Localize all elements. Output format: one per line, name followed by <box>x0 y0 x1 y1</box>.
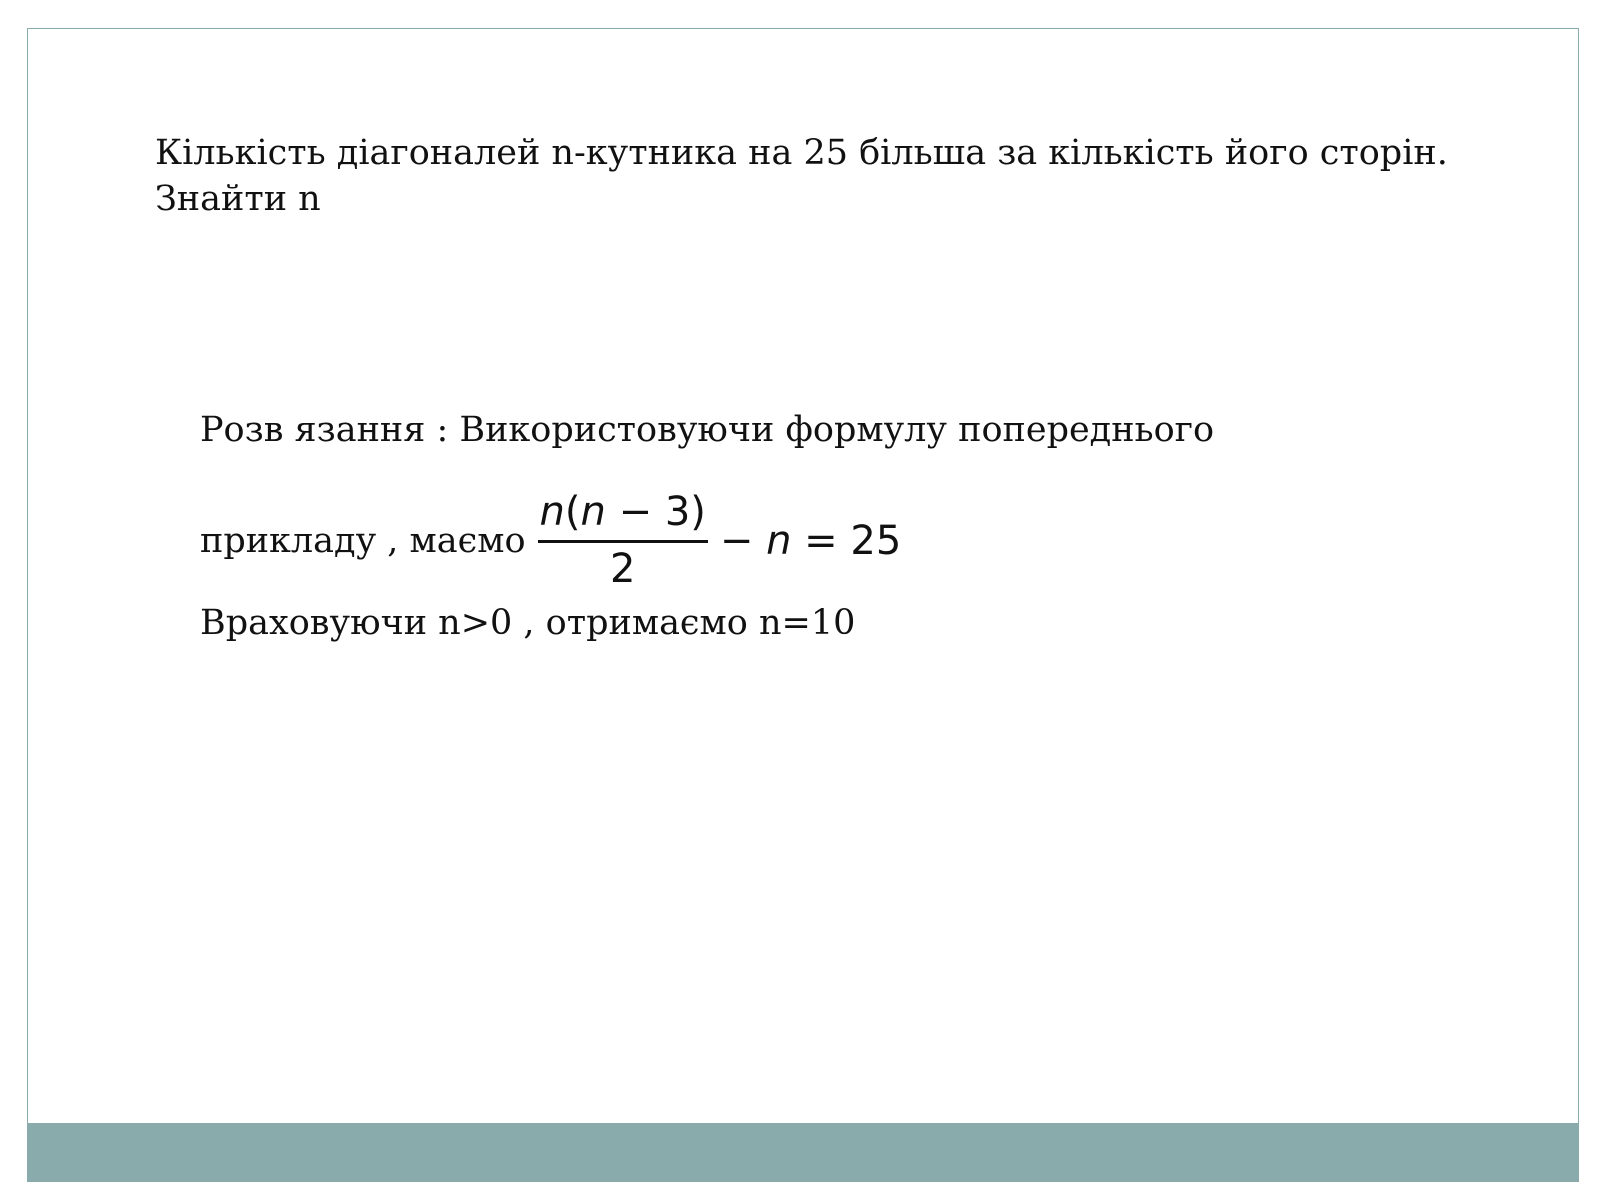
problem-line-1: Кількість діагоналей n-кутника на 25 більша за кількість його сторін. <box>155 133 1448 173</box>
numerator-tail: − 3) <box>605 489 706 535</box>
numerator-paren: ( <box>564 489 581 535</box>
equation-rest <box>720 518 901 564</box>
problem-line-2: Знайти n <box>155 179 321 219</box>
fraction-denominator: 2 <box>609 546 636 592</box>
fraction-numerator <box>536 490 710 540</box>
solution-line-2 <box>200 490 901 591</box>
footer-band <box>27 1123 1579 1182</box>
equation-equals: = 25 <box>791 517 902 564</box>
equation <box>536 490 902 591</box>
equation-var: n <box>766 517 792 564</box>
numerator-var: n <box>539 489 565 535</box>
solution-line-2-text: прикладу , маємо <box>200 520 526 561</box>
numerator-var-2: n <box>580 489 606 535</box>
solution-line-3: Враховуючи n>0 , отримаємо n=10 <box>200 603 856 643</box>
problem-statement <box>155 130 1535 222</box>
minus-sign: − <box>719 517 754 564</box>
fraction <box>536 490 710 591</box>
solution-line-1: Розв язання : Використовуючи формулу попереднього <box>200 410 1215 450</box>
